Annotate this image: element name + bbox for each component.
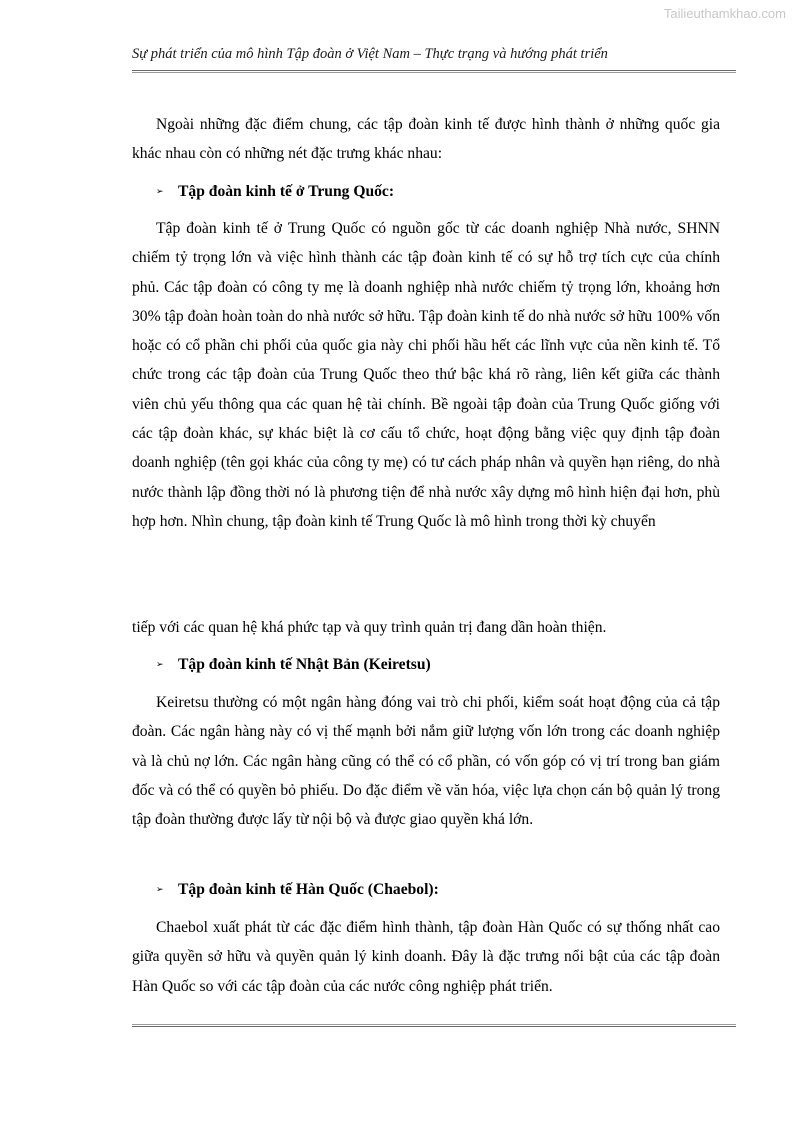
header-rule <box>132 70 736 73</box>
section-heading-text: Tập đoàn kinh tế ở Trung Quốc: <box>178 183 395 200</box>
section-heading-text: Tập đoàn kinh tế Nhật Bản (Keiretsu) <box>178 656 431 673</box>
section-heading-text: Tập đoàn kinh tế Hàn Quốc (Chaebol): <box>178 881 439 898</box>
footer-rule <box>132 1024 736 1027</box>
china-paragraph: Tập đoàn kinh tế ở Trung Quốc có nguồn gốc từ các doanh nghiệp Nhà nước, SHNN chiếm tỷ trọng lớn và việc hình thành các tập đoàn kinh tế có sự hỗ trợ tích cực của chính phủ. Các tập đoàn có công ty mẹ là doanh nghiệp nhà nước chiếm tỷ trọng lớn, khoảng hơn 30% tập đoàn hoàn toàn do nhà nước sở hữu. Tập đoàn kinh tế do nhà nước sở hữu 100% vốn hoặc có cổ phần chi phối của quốc gia này chi phối hầu hết các lĩnh vực của nền kinh tế. Tổ chức trong các tập đoàn của Trung Quốc theo thứ bậc khá rõ ràng, liên kết giữa các thành viên chủ yếu thông qua các quan hệ tài chính. Bề ngoài tập đoàn của Trung Quốc giống với các tập đoàn khác, sự khác biệt là cơ cấu tổ chức, hoạt động bằng việc quy định tập đoàn doanh nghiệp (tên gọi khác của công ty mẹ) có tư cách pháp nhân và quyền hạn riêng, do nhà nước thành lập đồng thời nó là phương tiện để nhà nước xây dựng mô hình hiện đại hơn, phù hợp hơn. Nhìn chung, tập đoàn kinh tế Trung Quốc là mô hình trong thời kỳ chuyển <box>132 220 720 530</box>
watermark: Tailieuthamkhao.com <box>663 6 786 21</box>
china-paragraph-continued: tiếp với các quan hệ khá phức tạp và quy trình quản trị đang dần hoàn thiện. <box>132 619 607 636</box>
arrow-bullet-icon: ➢ <box>156 884 164 895</box>
section-heading-china <box>156 180 394 204</box>
japan-paragraph: Keiretsu thường có một ngân hàng đóng vai trò chi phối, kiểm soát hoạt động của cả tập đoàn. Các ngân hàng này có vị thế mạnh bởi nắm giữ lượng vốn lớn trong các doanh nghiệp và là chủ nợ lớn. Các ngân hàng cũng có thể có cổ phần, có vốn góp có vị trí trong ban giám đốc và có thể có quyền bỏ phiếu. Do đặc điểm về văn hóa, việc lựa chọn cán bộ quản lý trong tập đoàn thường được lấy từ nội bộ và được giao quyền khá lớn. <box>132 694 720 829</box>
korea-paragraph: Chaebol xuất phát từ các đặc điểm hình thành, tập đoàn Hàn Quốc có sự thống nhất cao giữa quyền sở hữu và quyền quản lý kinh doanh. Đây là đặc trưng nổi bật của các tập đoàn Hàn Quốc so với các tập đoàn của các nước công nghiệp phát triển. <box>132 919 720 995</box>
arrow-bullet-icon: ➢ <box>156 186 164 197</box>
arrow-bullet-icon: ➢ <box>156 659 164 670</box>
intro-paragraph: Ngoài những đặc điểm chung, các tập đoàn kinh tế được hình thành ở những quốc gia khác nhau còn có những nét đặc trưng khác nhau: <box>132 116 720 163</box>
section-heading-korea <box>156 878 439 902</box>
section-heading-japan <box>156 653 431 677</box>
running-header: Sự phát triển của mô hình Tập đoàn ở Việt Nam – Thực trạng và hướng phát triển <box>132 46 608 62</box>
